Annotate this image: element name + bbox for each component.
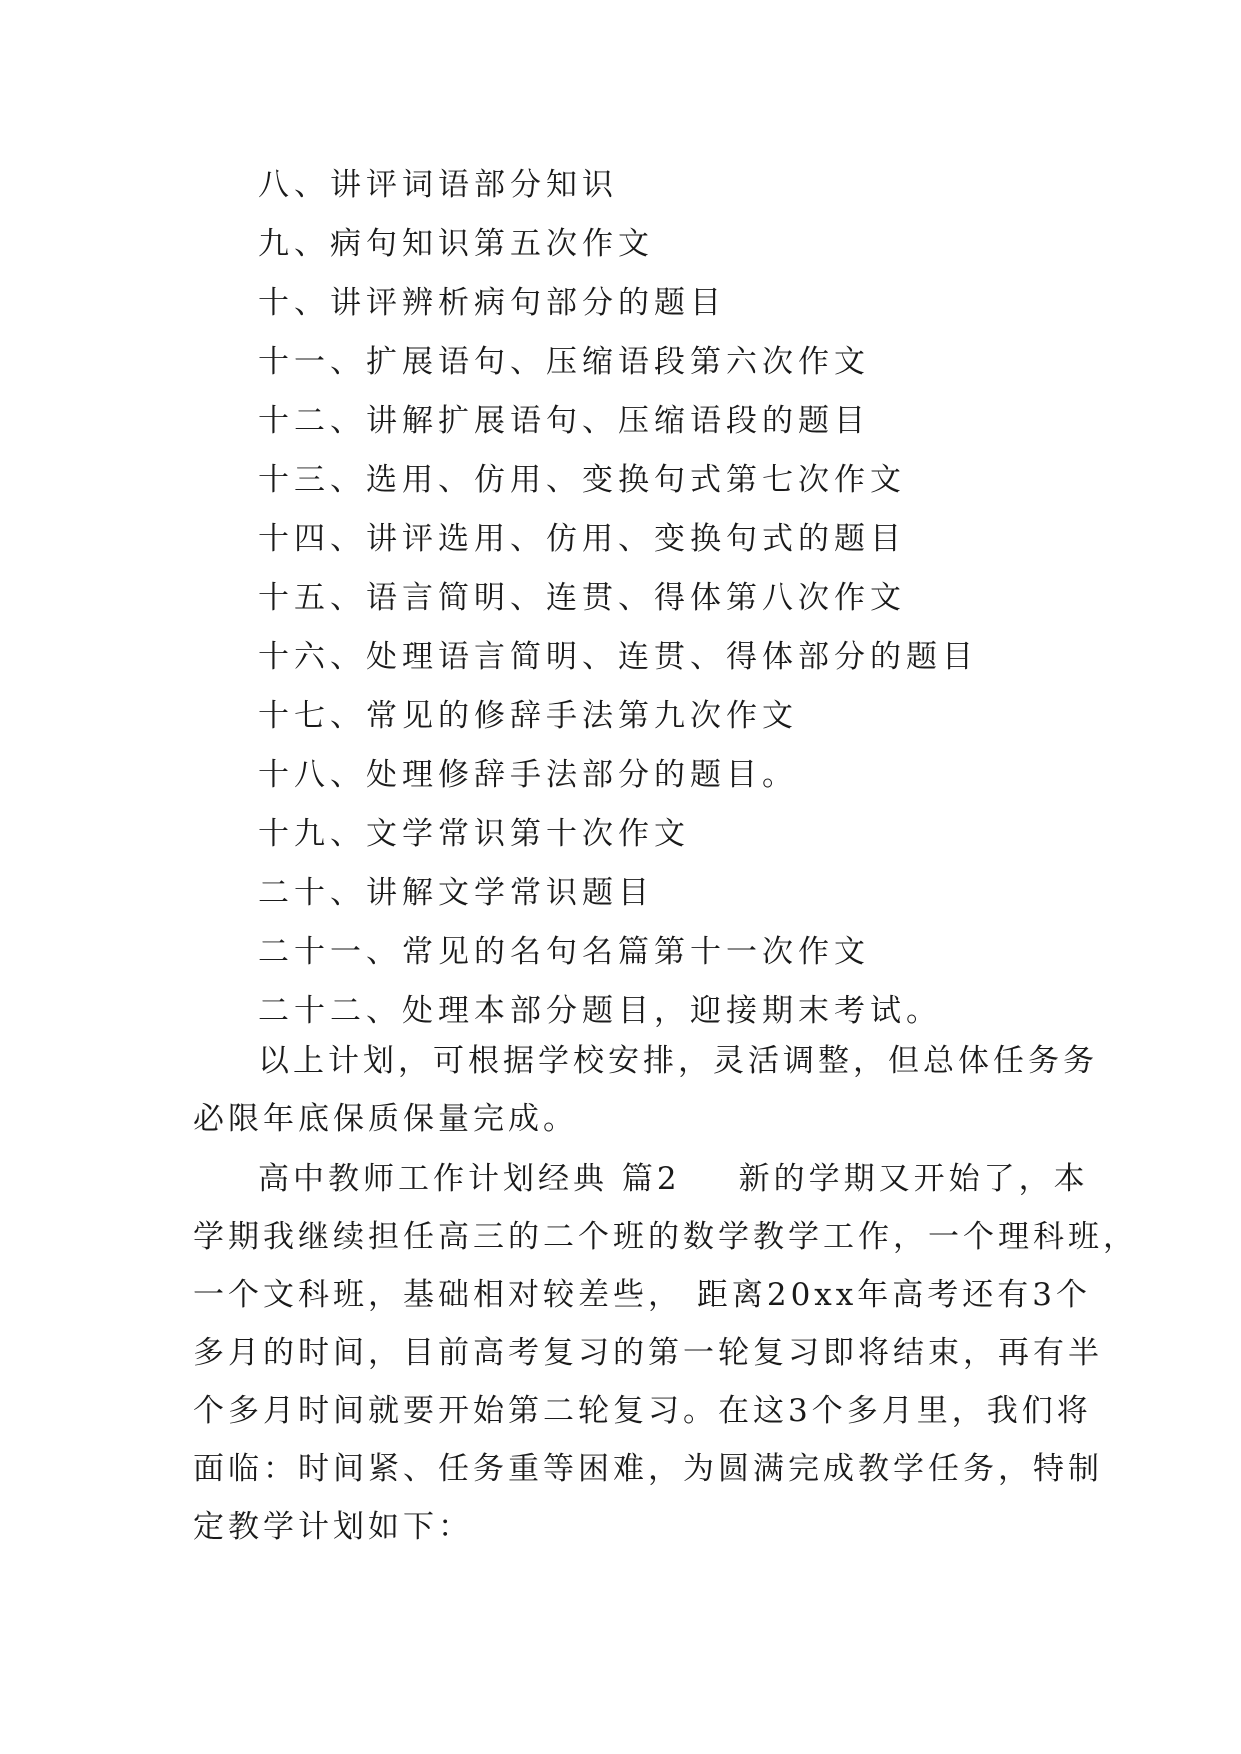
paragraph-line xyxy=(193,1032,1098,1090)
list-item: 十二、讲解扩展语句、压缩语段的题目 xyxy=(258,403,870,439)
paragraph-line xyxy=(193,1150,1089,1208)
paragraph-line: 面临：时间紧、任务重等困难，为圆满完成教学任务，特制 xyxy=(193,1451,1103,1487)
paragraph-line: 定教学计划如下： xyxy=(193,1509,473,1545)
section2-paragraph xyxy=(193,1150,1138,1556)
paragraph-line: 一个文科班，基础相对较差些， 距离20xx年高考还有3个 xyxy=(193,1277,1091,1313)
paragraph-line: 多月的时间，目前高考复习的第一轮复习即将结束，再有半 xyxy=(193,1335,1103,1371)
paragraph-text: 以上计划，可根据学校安排，灵活调整，但总体任务务 xyxy=(258,1043,1098,1079)
list-item: 十九、文学常识第十次作文 xyxy=(258,816,690,852)
list-item: 十八、处理修辞手法部分的题目。 xyxy=(258,757,798,793)
list-item: 二十、讲解文学常识题目 xyxy=(258,875,654,911)
paragraph-text: 新的学期又开始了，本 xyxy=(738,1161,1089,1197)
list-item: 十五、语言简明、连贯、得体第八次作文 xyxy=(258,580,906,616)
list-item: 十三、选用、仿用、变换句式第七次作文 xyxy=(258,462,906,498)
list-item: 二十一、常见的名句名篇第十一次作文 xyxy=(258,934,870,970)
plan-list xyxy=(258,156,1078,1041)
paragraph-line: 个多月时间就要开始第二轮复习。在这3个多月里，我们将 xyxy=(193,1393,1092,1429)
list-item: 八、讲评词语部分知识 xyxy=(258,167,618,203)
list-item: 十七、常见的修辞手法第九次作文 xyxy=(258,698,798,734)
list-item: 十、讲评辨析病句部分的题目 xyxy=(258,285,726,321)
paragraph-line: 学期我继续担任高三的二个班的数学教学工作，一个理科班， xyxy=(193,1219,1138,1255)
section-heading: 高中教师工作计划经典 篇2 xyxy=(258,1161,681,1197)
list-item: 十四、讲评选用、仿用、变换句式的题目 xyxy=(258,521,906,557)
list-item: 九、病句知识第五次作文 xyxy=(258,226,654,262)
closing-paragraph xyxy=(193,1032,1098,1148)
list-item: 十六、处理语言简明、连贯、得体部分的题目 xyxy=(258,639,978,675)
list-item: 十一、扩展语句、压缩语段第六次作文 xyxy=(258,344,870,380)
paragraph-line: 必限年底保质保量完成。 xyxy=(193,1101,578,1137)
list-item: 二十二、处理本部分题目，迎接期末考试。 xyxy=(258,993,942,1029)
